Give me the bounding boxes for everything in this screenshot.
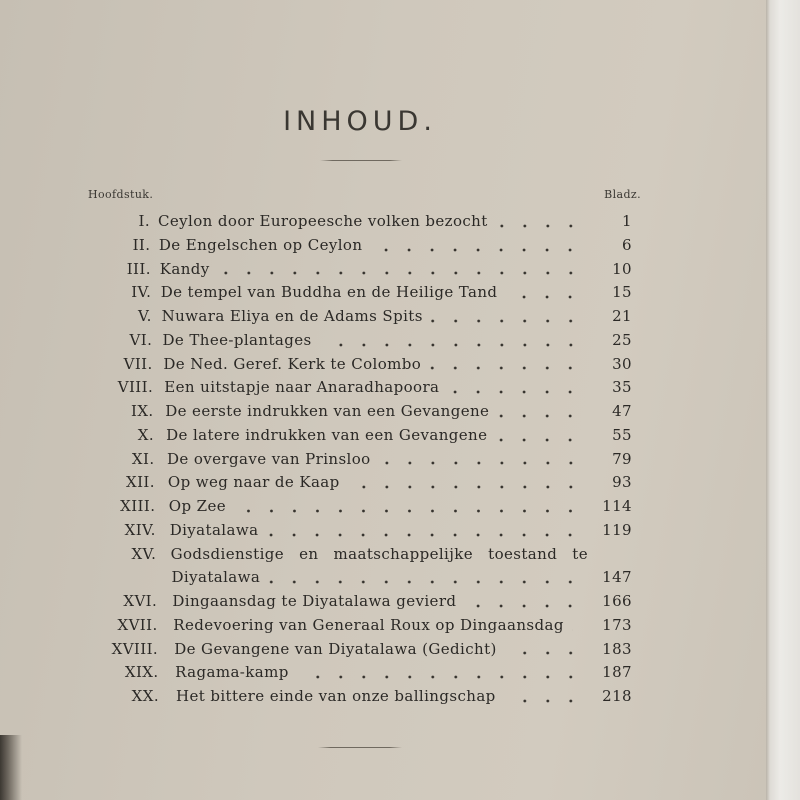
chapter-title: Kandy (159, 259, 210, 278)
chapter-title: Diyatalawa (169, 520, 259, 539)
toc-entry (80, 638, 632, 662)
toc-entry (80, 353, 632, 377)
next-page-edge (766, 0, 800, 800)
chapter-numeral: XVIII. (111, 639, 159, 658)
dot-leader (495, 437, 582, 443)
chapter-title: Redevoering van Generaal Roux op Dingaansdag (173, 615, 564, 634)
page-number: 35 (612, 378, 632, 397)
toc-entry (80, 685, 632, 709)
toc-entry (80, 495, 632, 519)
toc-entry (80, 543, 632, 567)
toc-entry (80, 400, 632, 424)
binding-shadow (0, 735, 22, 800)
chapter-title: Ragama-kamp (175, 663, 289, 682)
chapter-numeral: XX. (131, 687, 159, 705)
table-of-contents (80, 210, 632, 709)
chapter-numeral: XIII. (120, 497, 156, 515)
toc-entry (80, 258, 632, 282)
dot-leader (431, 318, 582, 324)
page-number: 187 (602, 663, 632, 682)
toc-entry (80, 376, 632, 400)
chapter-title: De Ned. Geref. Kerk te Colombo (163, 354, 422, 373)
page-column-header: Bladz. (604, 188, 641, 201)
chapter-numeral-empty (80, 566, 157, 590)
dot-leader (379, 460, 582, 466)
page-number: 93 (612, 473, 632, 492)
chapter-title: Een uitstapje naar Anaradhapoora (164, 378, 440, 397)
page-number: 30 (612, 354, 632, 373)
toc-entry (80, 424, 632, 448)
toc-entry (80, 614, 632, 638)
toc-entry (80, 661, 632, 685)
chapter-numeral: VI. (129, 330, 153, 349)
toc-entry (80, 590, 632, 614)
toc-entry (80, 305, 632, 329)
page-number: 10 (612, 259, 632, 278)
page-number: 15 (612, 283, 632, 302)
toc-entry (80, 329, 632, 353)
dot-leader (505, 650, 582, 656)
page-number: 166 (602, 592, 632, 610)
dot-leader (234, 508, 582, 514)
page-number-empty (588, 543, 632, 567)
chapter-numeral: XII. (126, 473, 155, 492)
page-number: 218 (602, 687, 632, 705)
toc-entry-continuation (80, 566, 632, 590)
dot-leader (447, 389, 582, 395)
dot-leader (504, 698, 582, 704)
chapter-numeral: II. (132, 235, 151, 254)
dot-leader (429, 365, 582, 371)
page-number: 21 (612, 307, 632, 325)
title-rule (320, 160, 402, 161)
page-number: 173 (602, 615, 632, 634)
page-title: INHOUD. (283, 106, 437, 137)
chapter-title: De Gevangene van Diyatalawa (Gedicht) (174, 639, 497, 658)
toc-entry (80, 448, 632, 472)
chapter-numeral: XVII. (117, 615, 158, 634)
chapter-title: Godsdienstige en maatschappelijke toestand te (170, 544, 588, 563)
dot-leader (572, 627, 582, 633)
chapter-title: Op weg naar de Kaap (167, 473, 340, 492)
chapter-title: De eerste indrukken van een Gevangene (165, 402, 490, 420)
dot-leader (505, 294, 582, 300)
chapter-title: De tempel van Buddha en de Heilige Tand (160, 283, 498, 302)
dot-leader (496, 223, 582, 229)
page-number: 6 (622, 235, 632, 254)
dot-leader (268, 579, 582, 585)
chapter-title: Nuwara Eliya en de Adams Spits (161, 307, 423, 325)
page-number: 79 (612, 449, 632, 468)
dot-leader (266, 532, 582, 538)
chapter-title-continuation: Diyatalawa (171, 568, 261, 587)
chapter-title: Ceylon door Europeesche volken bezocht (158, 212, 488, 230)
chapter-title: De Engelschen op Ceylon (158, 235, 363, 254)
page-number: 114 (602, 497, 632, 515)
chapter-title: Op Zee (168, 497, 227, 515)
toc-entry (80, 210, 632, 234)
chapter-numeral: V. (138, 307, 152, 325)
chapter-numeral: XVI. (123, 592, 158, 610)
chapter-numeral: I. (138, 212, 150, 230)
page-number: 47 (612, 402, 632, 420)
page-number: 25 (612, 330, 632, 349)
toc-entry (80, 281, 632, 305)
chapter-title: De latere indrukken van een Gevangene (166, 425, 488, 444)
page-number: 119 (602, 520, 632, 539)
toc-entry (80, 234, 632, 258)
chapter-title: Het bittere einde van onze ballingschap (176, 687, 496, 705)
dot-leader (497, 413, 582, 419)
dot-leader (348, 484, 582, 490)
chapter-title: De overgave van Prinsloo (167, 449, 371, 468)
chapter-numeral: XIV. (124, 520, 156, 539)
chapter-title: Dingaansdag te Diyatalawa gevierd (172, 592, 457, 610)
dot-leader (320, 342, 582, 348)
dot-leader (370, 247, 582, 253)
chapter-numeral: XV. (131, 544, 157, 563)
end-rule (318, 747, 402, 748)
dot-leader (297, 674, 582, 680)
page-number: 147 (602, 568, 632, 587)
chapter-title: De Thee-plantages (162, 330, 312, 349)
chapter-column-header: Hoofdstuk. (88, 188, 154, 201)
chapter-numeral: VII. (123, 354, 153, 373)
dot-leader (464, 603, 582, 609)
chapter-numeral: XI. (131, 449, 155, 468)
chapter-numeral: IV. (131, 283, 152, 302)
chapter-numeral: IX. (131, 402, 154, 420)
chapter-numeral: X. (137, 425, 155, 444)
chapter-numeral: XIX. (124, 663, 159, 682)
chapter-numeral: III. (126, 259, 151, 278)
chapter-numeral: VIII. (117, 378, 154, 397)
page-number: 55 (612, 425, 632, 444)
toc-entry (80, 471, 632, 495)
toc-entry (80, 519, 632, 543)
page-number: 183 (602, 639, 632, 658)
dot-leader (218, 270, 582, 276)
page-number: 1 (622, 212, 632, 230)
